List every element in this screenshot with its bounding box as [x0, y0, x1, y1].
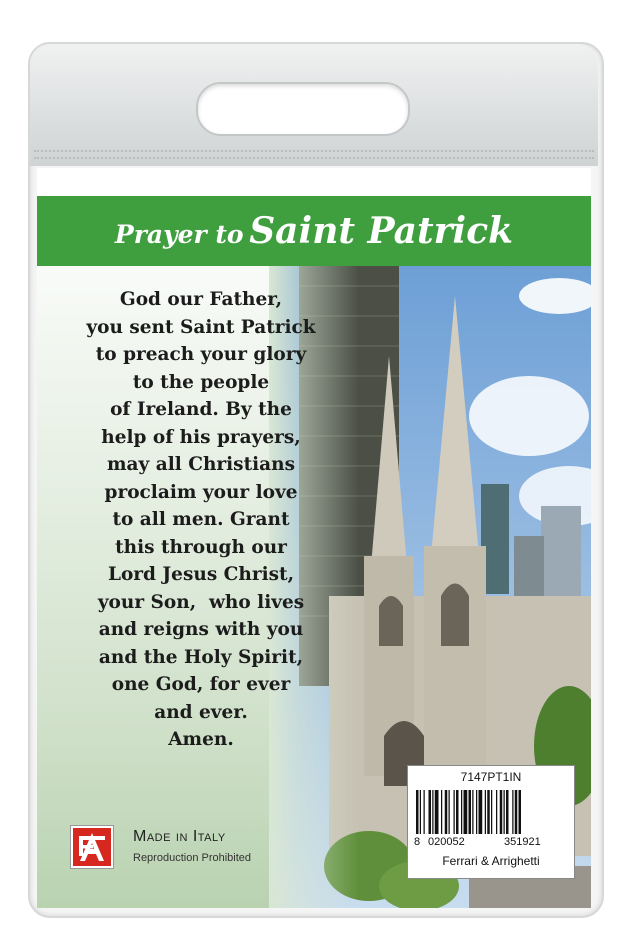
title-banner — [37, 196, 591, 266]
barcode-bar — [432, 790, 433, 834]
barcode-bar — [429, 790, 432, 834]
barcode-bar — [449, 790, 450, 834]
prayer-line: Lord Jesus Christ, — [107, 564, 295, 585]
barcode-bar — [479, 790, 483, 834]
barcode-bar — [485, 790, 486, 834]
barcode-bar — [491, 790, 492, 834]
ean-left-digits: 020052 — [428, 836, 465, 848]
barcode-bar — [515, 790, 518, 834]
barcode-bar — [445, 790, 448, 834]
prayer-line: to all men. Grant — [112, 509, 290, 530]
barcode-bar — [519, 790, 522, 834]
manufacturer-name: Ferrari & Arrighetti — [442, 854, 540, 868]
prayer-line: and reigns with you — [98, 619, 304, 640]
prayer-text — [51, 286, 351, 754]
prayer-line: help of his prayers, — [101, 426, 301, 448]
prayer-line: to the people — [132, 371, 270, 393]
title-main: Saint Patrick — [249, 210, 514, 252]
prayer-line: you sent Saint Patrick — [86, 316, 316, 338]
seal-stitch — [34, 150, 594, 152]
prayer-line: and the Holy Spirit, — [98, 646, 304, 668]
prayer-line: one God, for ever — [111, 674, 291, 695]
prayer-line: proclaim your love — [104, 481, 298, 503]
made-in-label: Made in Italy — [133, 828, 226, 845]
barcode-bar — [454, 790, 455, 834]
prayer-line: your Son, who lives — [97, 591, 305, 613]
ean-first-digit: 8 — [414, 836, 421, 848]
barcode-label — [407, 765, 575, 879]
product-code: 7147PT1IN — [460, 770, 522, 784]
banner-title — [37, 196, 591, 266]
fa-monogram-logo-icon — [71, 826, 113, 868]
barcode-bar — [476, 790, 477, 834]
barcode-bar — [500, 790, 503, 834]
barcode-bar — [506, 790, 509, 834]
barcode-bar — [456, 790, 459, 834]
barcode-bar — [461, 790, 462, 834]
barcode-bars — [416, 790, 566, 834]
prayer-line: God our Father, — [119, 289, 283, 310]
prayer-line: of Ireland. By the — [110, 399, 292, 420]
prayer-card — [37, 168, 591, 908]
barcode-bar — [441, 790, 442, 834]
barcode-bar — [424, 790, 425, 834]
hang-hole — [196, 82, 410, 136]
reproduction-notice: Reproduction Prohibited — [133, 852, 252, 864]
barcode-bar — [487, 790, 490, 834]
prayer-line: Amen. — [168, 729, 234, 750]
title-prefix: Prayer to — [114, 220, 244, 249]
prayer-line: may all Christians — [106, 454, 296, 475]
ean-right-digits: 351921 — [504, 836, 541, 848]
barcode-bar — [469, 790, 472, 834]
prayer-line: to preach your glory — [95, 344, 307, 365]
prayer-line: and ever. — [154, 701, 248, 723]
barcode-bar — [504, 790, 505, 834]
seal-stitch — [34, 157, 594, 159]
barcode-bar — [512, 790, 513, 834]
barcode-bar — [472, 790, 473, 834]
barcode-bar — [435, 790, 439, 834]
barcode-bar — [416, 790, 419, 834]
barcode-bar — [464, 790, 468, 834]
prayer-line: this through our — [115, 536, 287, 558]
barcode-bar — [420, 790, 421, 834]
barcode-bar — [496, 790, 497, 834]
